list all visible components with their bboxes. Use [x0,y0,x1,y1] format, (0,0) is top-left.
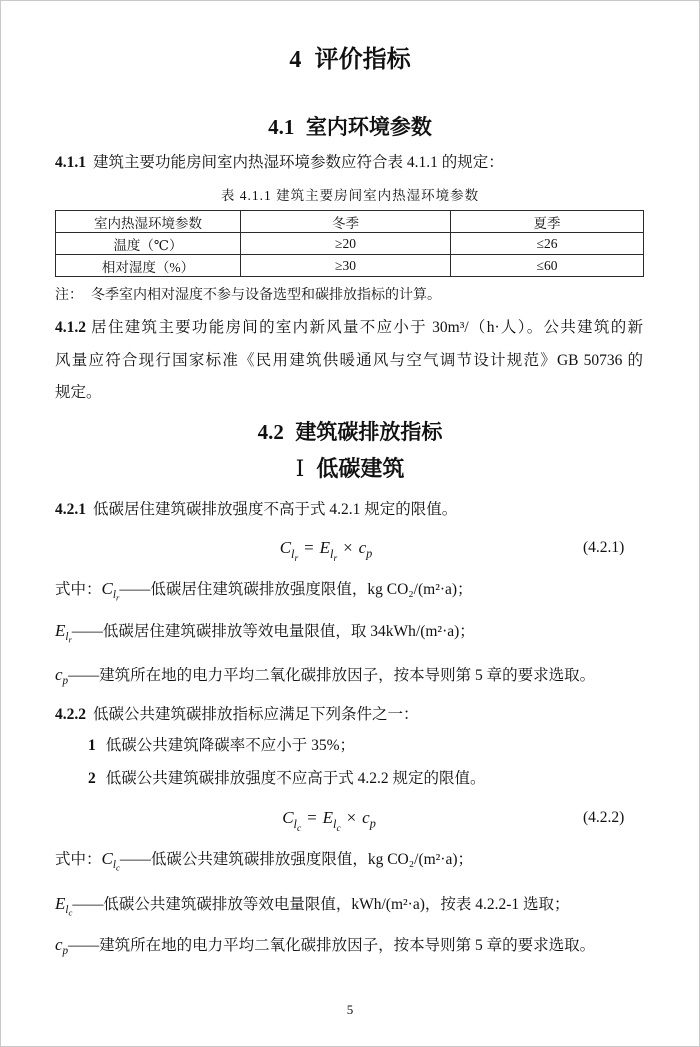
subsection-title: 低碳建筑 [316,456,405,481]
chapter-number: 4 [289,47,302,73]
subscript-letter: l [112,859,116,872]
symbol-subscript [293,816,302,834]
clause-4-1-2 [55,312,643,410]
table-cell: ≥30 [241,255,451,277]
table-4-1-1 [55,210,644,277]
section-title: 建筑碳排放指标 [295,420,443,444]
table-header-row [56,211,644,233]
where-line [55,932,645,960]
item-number: 1 [88,737,96,754]
list-item [88,768,645,790]
paragraph-line: 规定。 [55,384,102,401]
symbol-subscript [291,546,299,564]
subscript-letter: l [291,546,295,561]
where-line [55,576,645,604]
table-header-cell: 夏季 [451,211,644,233]
symbol-base: E [319,538,331,557]
equation-4-2-2 [55,804,645,832]
sub-subscript-letter: c [115,862,120,873]
table-caption: 表 4.1.1 建筑主要房间室内热湿环境参数 [220,188,480,203]
clause-text: 低碳公共建筑碳排放指标应满足下列条件之一： [92,706,419,723]
note-label: 注： [55,288,83,303]
table-cell: ≤26 [451,233,644,255]
sub-subscript-letter: r [68,634,72,645]
clause-4-2-1 [55,499,645,521]
table-cell: 温度（℃） [56,233,241,255]
where-line [55,618,645,646]
symbol-c-lr [101,579,120,603]
chapter-title: 评价指标 [314,47,411,73]
section-number: 4.2 [257,420,284,444]
symbol-base: C [101,849,113,868]
symbol-cp [55,935,69,958]
section-heading-4-2 [0,418,700,446]
table-row [56,233,644,255]
subsection-number: Ⅰ [295,456,305,481]
paragraph-line: 风量应符合现行国家标准《民用建筑供暖通风与空气调节设计规范》GB 50736 的 [55,351,643,369]
sub-subscript-letter: c [296,822,302,834]
table-header-cell: 冬季 [241,211,451,233]
symbol-e-lr [55,621,72,645]
equation-number: (4.2.2) [583,809,625,826]
page-number: 5 [346,1002,354,1017]
where-line [55,846,645,874]
symbol-c-lc [101,849,120,873]
symbol-subscript: p [369,816,376,831]
times-sign: × [343,538,353,557]
clause-4-1-1 [55,152,645,174]
symbol-subscript [113,859,120,871]
clause-number: 4.1.1 [55,154,86,171]
where-definition: ——低碳公共建筑碳排放强度限值，kg CO₂/(m²·a)； [119,851,474,868]
where-definition: ——低碳公共建筑碳排放等效电量限值，kWh/(m²·a)，按表 4.2.2-1 选取； [72,896,570,913]
subscript-letter: l [65,631,69,644]
line-text: 居住建筑主要功能房间的室内新风量不应小于 30m³/（h·人）。公共建筑的新 [91,319,643,336]
where-line [55,662,645,690]
section-heading-4-1 [0,113,700,141]
equals-sign: = [304,538,314,557]
clause-number: 4.2.1 [55,501,86,518]
item-number: 2 [88,770,96,787]
symbol-subscript: p [62,945,69,958]
subsection-heading [0,454,700,484]
symbol-base: E [322,808,334,827]
subscript-letter: l [333,816,337,831]
symbol-subscript: p [366,546,373,561]
clause-number: 4.1.2 [55,319,86,336]
symbol-base: C [279,538,292,557]
table-cell: 相对湿度（%） [56,255,241,277]
symbol-subscript [330,546,338,564]
symbol-cp [358,538,373,561]
chapter-heading [0,45,700,75]
equation-expression [55,534,597,563]
sub-subscript-letter: r [115,592,120,603]
subscript-letter: l [293,816,297,831]
equation-expression [55,804,603,833]
where-prefix: 式中： [55,851,102,868]
symbol-base: E [55,621,66,640]
sub-subscript-letter: c [68,907,73,918]
sub-subscript-letter: c [336,822,341,834]
symbol-base: c [362,808,370,827]
symbol-cp [55,665,69,688]
item-text: 低碳公共建筑碳排放强度不应高于式 4.2.2 规定的限值。 [105,770,486,787]
table-row [56,255,644,277]
symbol-cp [362,808,376,831]
where-definition: ——低碳居住建筑碳排放强度限值，kg CO₂/(m²·a)； [119,581,473,598]
symbol-e-lc [55,894,73,918]
section-number: 4.1 [268,115,295,139]
symbol-e-lr [319,538,338,564]
symbol-c-lr [279,538,299,564]
subscript-letter: l [65,904,69,917]
symbol-base: c [55,935,63,954]
symbol-base: E [55,894,66,913]
where-line [55,891,645,919]
where-definition: ——建筑所在地的电力平均二氧化碳排放因子，按本导则第 5 章的要求选取。 [68,937,596,954]
symbol-subscript [333,816,341,834]
table-cell: ≥20 [241,233,451,255]
item-text: 低碳公共建筑降碳率不应小于 35%； [105,737,356,754]
sub-subscript-letter: r [294,552,299,564]
symbol-base: C [282,808,294,827]
symbol-e-lc [322,808,341,834]
sub-subscript-letter: r [333,552,338,564]
where-definition: ——低碳居住建筑碳排放等效电量限值，取 34kWh/(m²·a)； [71,623,475,640]
where-definition: ——建筑所在地的电力平均二氧化碳排放因子，按本导则第 5 章的要求选取。 [68,667,596,684]
times-sign: × [346,808,357,827]
note-text: 冬季室内相对湿度不参与设备选型和碳排放指标的计算。 [91,288,441,303]
table-header-cell: 室内热湿环境参数 [56,211,241,233]
symbol-subscript: p [62,675,69,688]
where-prefix: 式中： [55,581,102,598]
symbol-base: c [55,665,63,684]
section-title: 室内环境参数 [305,115,432,139]
equals-sign: = [307,808,317,827]
symbol-base: c [358,538,367,557]
clause-text: 低碳居住建筑碳排放强度不高于式 4.2.1 规定的限值。 [92,501,458,518]
symbol-base: C [101,579,113,598]
paragraph-line [55,312,643,345]
table-cell: ≤60 [451,255,644,277]
clause-4-2-2 [55,704,645,726]
clause-text: 建筑主要功能房间室内热湿环境参数应符合表 4.1.1 的规定： [92,154,504,171]
clause-number: 4.2.2 [55,706,86,723]
table-note [55,286,645,306]
subscript-letter: l [112,589,116,602]
equation-4-2-1 [55,534,645,562]
symbol-c-lc [282,808,302,834]
subscript-letter: l [330,546,334,561]
equation-number: (4.2.1) [583,539,625,556]
list-item [88,735,645,757]
